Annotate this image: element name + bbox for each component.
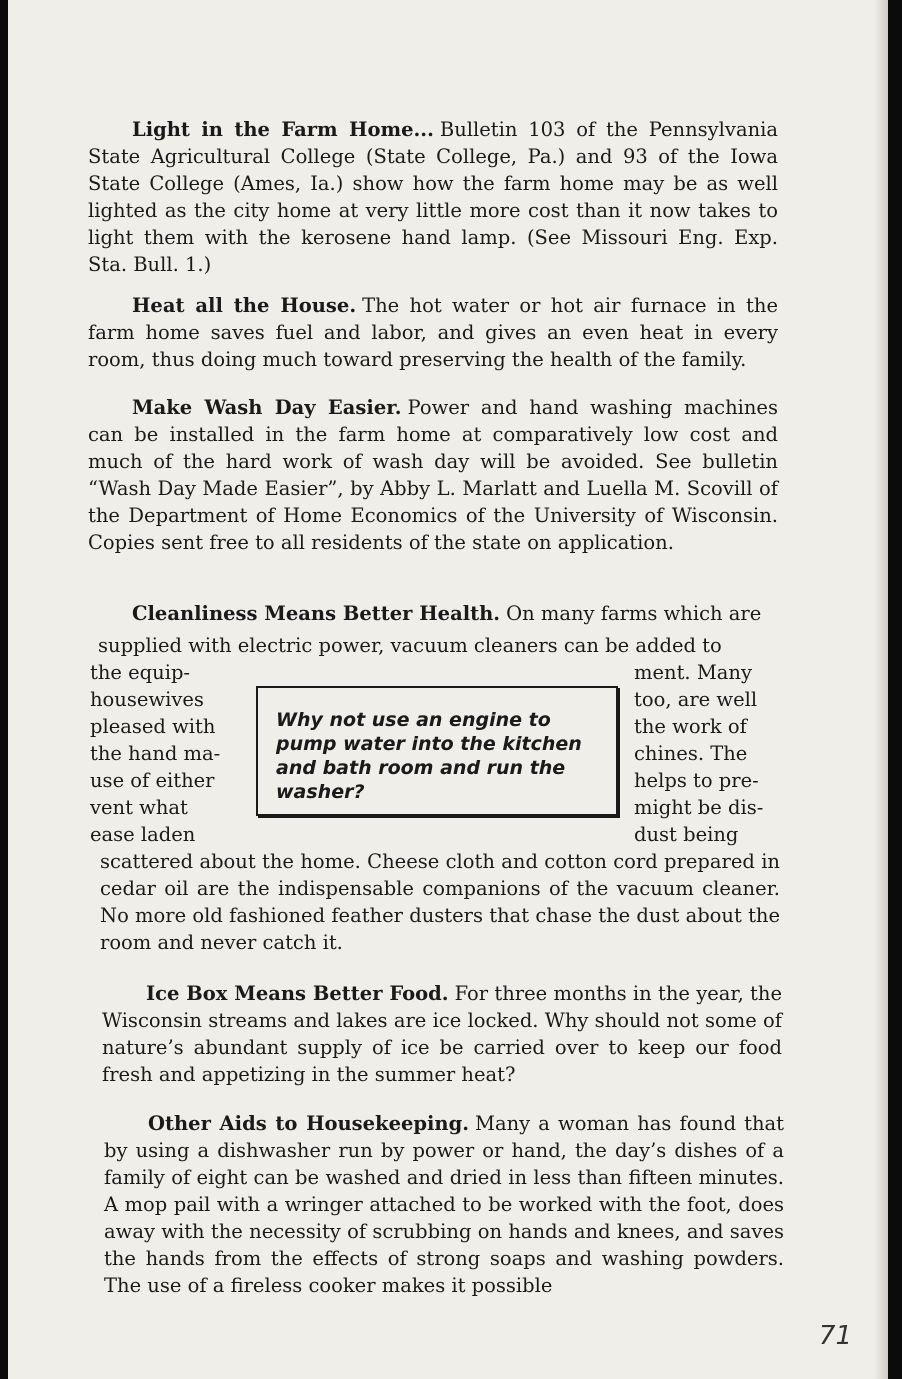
callout-box [256,686,618,816]
cleanliness-line2: supplied with electric power, vacuum cleaners can be added to [98,634,722,657]
page-number: 71 [818,1321,852,1351]
paragraph-cleanliness-continuation: scattered about the home. Cheese cloth and cotton cord prepared in cedar oil are the indispensable companions of the vacuum cleaner. No more old fashioned feather dusters that chase the dust about the room and never catch it. [100,850,780,954]
body-ice-box: For three months in the year, the Wisconsin streams and lakes are ice locked. Why should not some of nature’s abundant supply of ice be carried over to keep our food fresh and appetizing in the summer heat? [102,982,782,1086]
page-edge-shadow [874,0,888,1379]
wrap-right-column [634,659,774,848]
heading-light-in-farm-home: Light in the Farm Home... [132,118,434,141]
body-other-aids: Many a woman has found that by using a dishwasher run by power or hand, the day’s dishes of a family of eight can be washed and dried in less than fifteen minutes. A mop pail with a wringer attached to be worked with the foot, does away with the necessity of scrubbing on hands and knees, and saves the hands from the effects of strong soaps and washing powders. The use of a fireless cooker makes it possible [104,1112,785,1297]
paragraph-heat-all-house [88,292,778,373]
paragraph-ice-box [102,980,782,1088]
wrap-left-line: use of either [90,769,215,792]
wrap-left-line: pleased with [90,715,216,738]
body-make-wash-day-easier: Power and hand washing machines can be installed in the farm home at comparatively low cost and much of the hard work of wash day will be avoided. See bulletin “Wash Day Made Easier”, by Abby L. Marlatt and Luella M. Scovill of the Department of Home Economics of the University of Wisconsin. Copies sent free to all residents of the state on application. [88,396,778,554]
wrap-left-column [90,659,240,848]
wrap-right-line: the work of [634,715,747,738]
heading-cleanliness: Cleanliness Means Better Health. [132,602,501,625]
heading-make-wash-day-easier: Make Wash Day Easier. [132,396,402,419]
callout-text: Why not use an engine to pump water into the kitchen and bath room and run the washer? [276,709,582,803]
heading-other-aids: Other Aids to Housekeeping. [148,1112,470,1135]
document-page [8,0,888,1379]
heading-ice-box: Ice Box Means Better Food. [146,982,449,1005]
cleanliness-line1: On many farms which are [506,602,762,625]
wrap-right-line: ment. Many [634,661,752,684]
paragraph-cleanliness-intro [88,600,778,627]
paragraph-make-wash-day-easier [88,394,778,556]
wrap-left-line: the hand ma- [90,742,221,765]
wrap-right-line: too, are well [634,688,758,711]
wrap-right-line: might be dis- [634,796,764,819]
body-light-in-farm-home: Bulletin 103 of the Pennsylvania State Agricultural College (State College, Pa.) and 93 of the Iowa State College (Ames, Ia.) show how the farm home may be as well lighted as the city home at very little more cost than it now takes to light them with the kerosene hand lamp. (See Missouri Eng. Exp. Sta. Bull. 1.) [88,118,778,276]
body-heat-all-house: The hot water or hot air furnace in the farm home saves fuel and labor, and gives an even heat in every room, thus doing much toward preserving the health of the family. [88,294,778,371]
wrap-right-line: dust being [634,823,739,846]
wrap-right-line: helps to pre- [634,769,759,792]
wrap-left-line: the equip- [90,661,191,684]
wrap-left-line: ease laden [90,823,196,846]
paragraph-light-in-farm-home [88,116,778,278]
wrap-left-line: vent what [90,796,188,819]
heading-heat-all-house: Heat all the House. [132,294,357,317]
paragraph-other-aids [104,1110,784,1299]
wrap-left-line: housewives [90,688,204,711]
wrap-right-line: chines. The [634,742,748,765]
